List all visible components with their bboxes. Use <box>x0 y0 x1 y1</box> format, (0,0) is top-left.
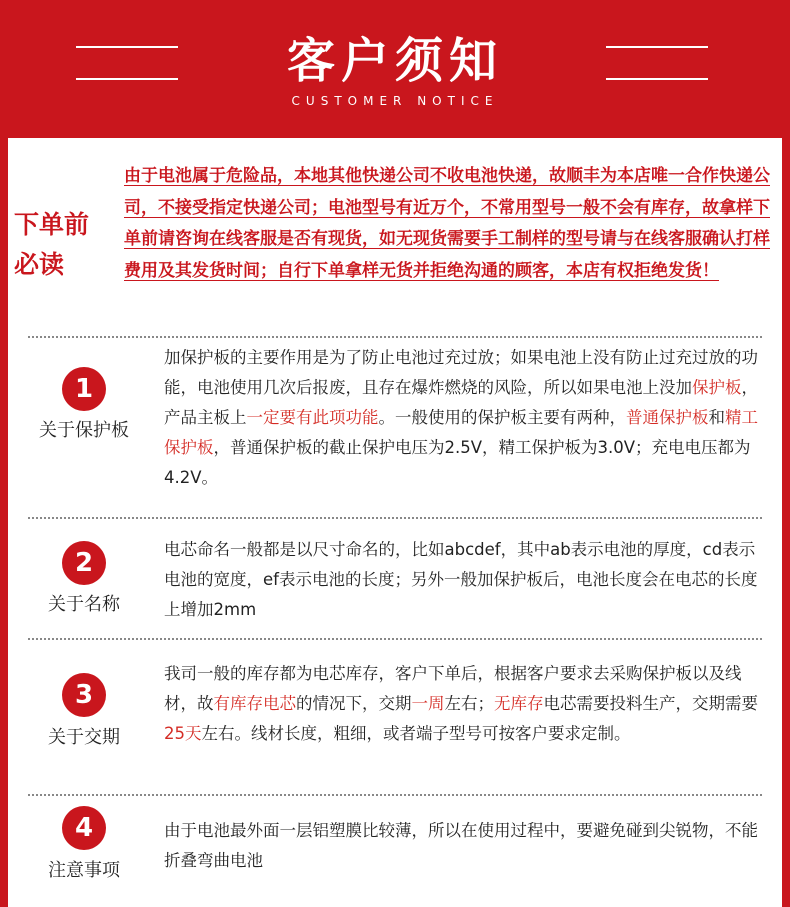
highlight-text: 25天 <box>164 724 202 743</box>
section-body <box>164 816 764 876</box>
must-read-label <box>14 205 106 285</box>
divider <box>28 638 762 640</box>
section-body <box>164 343 764 493</box>
section-label: 关于交期 <box>48 727 120 748</box>
body-text: 和 <box>708 408 725 427</box>
highlight-text: 无库存 <box>494 694 544 713</box>
must-read-label-line2: 必读 <box>14 250 65 279</box>
notice-header <box>0 0 790 138</box>
body-text: ，产品主板上 <box>164 378 758 427</box>
body-text: 电芯命名一般都是以尺寸命名的，比如abcdef，其中ab表示电池的厚度，cd表示电池的宽度，ef表示电池的长度；另外一般加保护板后，电池长度会在电芯的长度上增加2mm <box>164 540 758 619</box>
must-read-text: 由于电池属于危险品，本地其他快递公司不收电池快递，故顺丰为本店唯一合作快递公司，不接受指定快递公司；电池型号有近万个，不常用型号一般不会有库存，故拿样下单前请咨询在线客服是否有现货，如无现货需要手工制样的型号请与在线客服确认打样费用及其发货时间；自行下单拿样无货并拒绝沟通的顾客，本店有权拒绝发货！ <box>124 166 770 281</box>
body-text: 。一般使用的保护板主要有两种， <box>378 408 626 427</box>
body-text: 由于电池最外面一层铝塑膜比较薄，所以在使用过程中，要避免碰到尖锐物，不能折叠弯曲电池 <box>164 821 758 870</box>
highlight-text: 一定要有此项功能 <box>246 408 379 427</box>
body-text: ，普通保护板的截止保护电压为2.5V，精工保护板为3.0V；充电电压都为4.2V。 <box>164 438 751 487</box>
section-number-badge: 4 <box>62 806 106 850</box>
body-text: 加保护板的主要作用是为了防止电池过充过放；如果电池上没有防止过充过放的功能，电池使用几次后报废，且存在爆炸燃烧的风险，所以如果电池上没加 <box>164 348 758 397</box>
page-title: 客户须知 <box>286 33 503 89</box>
section-label: 关于名称 <box>48 594 120 615</box>
body-text: 电芯需要投料生产，交期需要 <box>543 694 758 713</box>
section-number-badge: 3 <box>62 673 106 717</box>
divider <box>28 336 762 338</box>
body-text: 左右。线材长度，粗细，或者端子型号可按客户要求定制。 <box>201 724 631 743</box>
page-subtitle: CUSTOMER NOTICE <box>291 94 499 108</box>
must-read-label-line1: 下单前 <box>14 210 90 239</box>
divider <box>28 794 762 796</box>
body-text: 的情况下，交期 <box>296 694 412 713</box>
section-body <box>164 659 764 749</box>
section-label: 关于保护板 <box>39 420 129 441</box>
highlight-text: 有库存电芯 <box>213 694 296 713</box>
section-label: 注意事项 <box>48 860 120 881</box>
highlight-text: 精工保护板 <box>164 408 758 457</box>
section-number-badge: 1 <box>62 367 106 411</box>
highlight-text: 保护板 <box>692 378 742 397</box>
highlight-text: 一周 <box>411 694 445 713</box>
section-number-badge: 2 <box>62 541 106 585</box>
body-text: 左右； <box>444 694 494 713</box>
highlight-text: 普通保护板 <box>626 408 709 427</box>
body-text: 我司一般的库存都为电芯库存，客户下单后，根据客户要求去采购保护板以及线材，故 <box>164 664 742 713</box>
divider <box>28 517 762 519</box>
section-body <box>164 535 764 625</box>
